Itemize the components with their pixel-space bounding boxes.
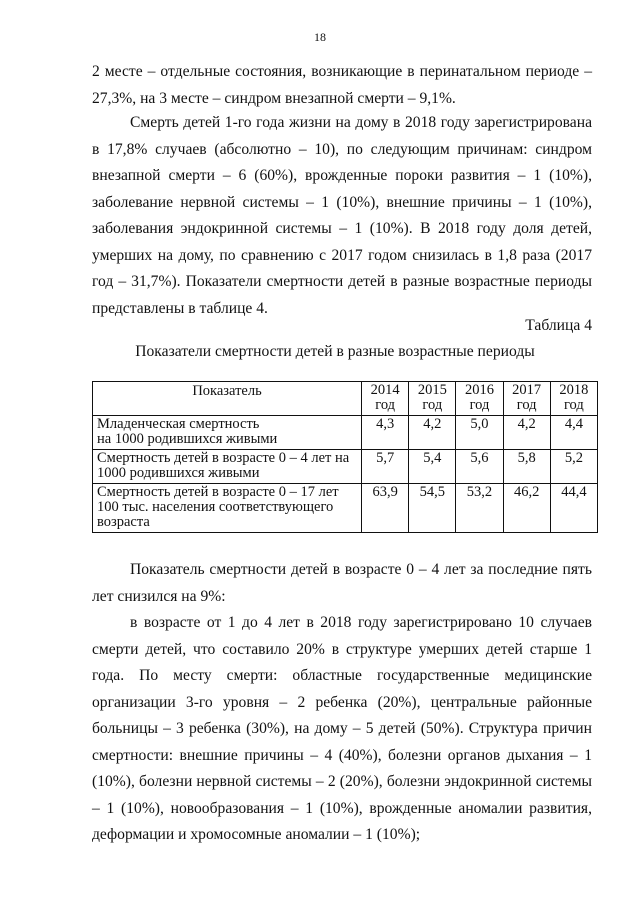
header-year-2014: 2014 год xyxy=(362,382,409,416)
table-cell: 4,4 xyxy=(550,416,597,450)
header-year-2016: 2016 год xyxy=(456,382,503,416)
row-label: Смертность детей в возрасте 0 – 17 лет 100 тыс. населения соответствующего возраста xyxy=(93,484,362,533)
paragraph-1-4-structure: в возрасте от 1 до 4 лет в 2018 году зарегистрировано 10 случаев смерти детей, что составило 20% в структуре умерших детей старше 1 года. По месту смерти: областные государственные медицинские организации 3-го уровня – 2 ребенка (20%), центральные районные больницы – 3 ребенка (30%), на дому – 5 детей (50%). Структура причин смертности: внешние причины – 4 (40%), болезни органов дыхания – 1 (10%), болезни нервной системы – 2 (20%), болезни эндокринной системы – 1 (10%), новообразования – 1 (10%), врожденные аномалии развития, деформации и хромосомные аномалии – 1 (10%); xyxy=(92,614,592,843)
table-header-row xyxy=(93,382,598,416)
table-cell: 5,6 xyxy=(456,450,503,484)
table-cell: 4,2 xyxy=(409,416,456,450)
table-cell: 5,2 xyxy=(550,450,597,484)
table-cell: 5,4 xyxy=(409,450,456,484)
header-year-2015: 2015 год xyxy=(409,382,456,416)
table-row-infant xyxy=(93,416,598,450)
header-year-2018: 2018 год xyxy=(550,382,597,416)
table-cell: 5,8 xyxy=(503,450,550,484)
header-year-2017: 2017 год xyxy=(503,382,550,416)
table-cell: 5,0 xyxy=(456,416,503,450)
table-row-0-4 xyxy=(93,450,598,484)
header-indicator: Показатель xyxy=(93,382,362,416)
mortality-table xyxy=(92,381,598,533)
page-number: 18 xyxy=(314,30,326,44)
paragraph-0-4-decrease: Показатель смертности детей в возрасте 0 – 4 лет за последние пять лет снизился на 9%: xyxy=(92,561,592,605)
table-cell: 4,2 xyxy=(503,416,550,450)
table-cell: 5,7 xyxy=(362,450,409,484)
paragraph-continuation: 2 месте – отдельные состояния, возникающие в перинатальном периоде – 27,3%, на 3 месте – синдром внезапной смерти – 9,1%. xyxy=(92,63,592,107)
table-cell: 53,2 xyxy=(456,484,503,533)
table-cell: 44,4 xyxy=(550,484,597,533)
table-cell: 63,9 xyxy=(362,484,409,533)
paragraph-home-deaths: Смерть детей 1-го года жизни на дому в 2018 году зарегистрирована в 17,8% случаев (абсолютно – 10), по следующим причинам: синдром внезапной смерти – 6 (60%), врожденные пороки развития – 1 (10%), заболевание нервной системы – 1 (10%), внешние причины – 1 (10%), заболевания эндокринной системы – 1 (10%). В 2018 году доля детей, умерших на дому, по сравнению с 2017 годом снизилась в 1,8 раза (2017 год – 31,7%). Показатели смертности детей в разные возрастные периоды представлены в таблице 4. xyxy=(92,114,592,317)
table-cell: 4,3 xyxy=(362,416,409,450)
table-number: Таблица 4 xyxy=(525,317,592,334)
table-title: Показатели смертности детей в разные возрастные периоды xyxy=(135,343,535,360)
table-row-0-17 xyxy=(93,484,598,533)
row-label: Смертность детей в возрасте 0 – 4 лет на 1000 родившихся живыми xyxy=(93,450,362,484)
table-cell: 54,5 xyxy=(409,484,456,533)
row-label: Младенческая смертность на 1000 родившихся живыми xyxy=(93,416,362,450)
table-cell: 46,2 xyxy=(503,484,550,533)
